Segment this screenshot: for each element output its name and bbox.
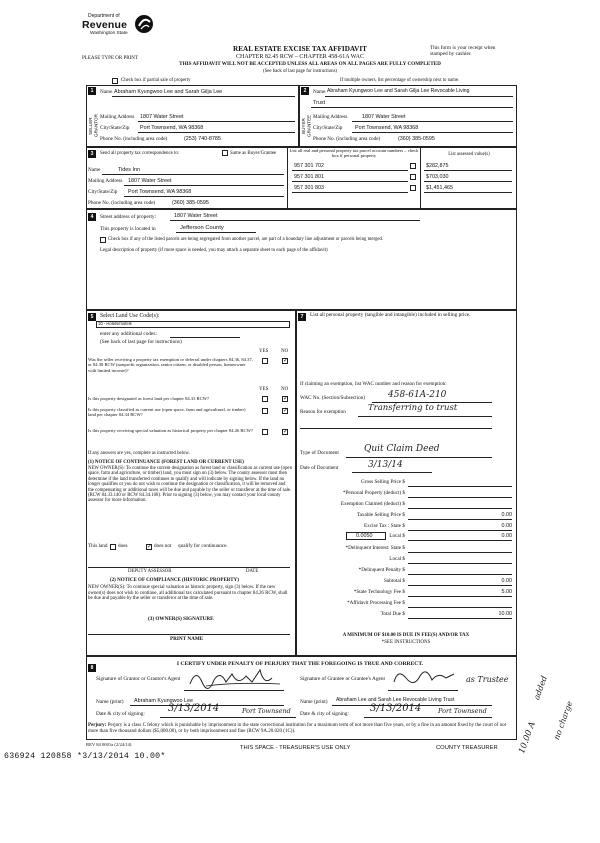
calc-row-label: Subtotal $ [383,578,405,584]
correspondence-address-value[interactable]: 1807 Water Street [128,178,172,184]
same-as-buyer-checkbox[interactable] [222,150,228,156]
legal-description-label: Legal description of property (if more space is needed, you may attach a separate sheet to each page of the affidavit) [100,248,328,253]
revenue-logo [82,14,162,46]
calc-row-label: *Delinquent Interest: State $ [345,545,405,551]
calc-row-label: Excise Tax : State $ [363,523,405,529]
send-correspondence-label: Send all property tax correspondence to: [100,151,180,156]
form-title: REAL ESTATE EXCISE TAX AFFIDAVIT [233,45,367,53]
no-header: NO [281,349,289,354]
see-instructions-note: *SEE INSTRUCTIONS [381,640,431,645]
see-back-note: (See back of last page for instructions) [262,69,338,74]
section-location [86,209,517,310]
wac-label: WAC No. (Section/Subsection) [300,395,365,401]
does-checkbox[interactable] [110,544,116,550]
land-use-see-back: (See back of last page for instructions) [100,339,182,345]
date-label: DATE [246,569,259,574]
section-3-badge: 3 [88,150,96,158]
assessed-value[interactable]: $1,451,465 [426,185,453,191]
buyer-name-label: Name [313,89,326,95]
logo-agency-line3: Washington State [90,31,128,36]
receipt-note: This form is your receipt when stamped by cashier. [430,45,496,58]
section-5-badge: 5 [88,313,96,321]
section-4-badge: 4 [88,213,96,221]
minimum-due-note: A MINIMUM OF $10.00 IS DUE IN FEE(S) AND/OR TAX [342,633,470,638]
treasurer-space-label: THIS SPACE - TREASURER'S USE ONLY [240,745,351,751]
correspondence-name-value[interactable]: Tides Inn [118,167,140,173]
yes-header: YES [259,387,269,392]
located-in-label: This property is located in [100,226,156,232]
segregated-label: Check box if any of the listed parcels are being segregated from another parcel, are part of a boundary line adjustment or parcels being merged. [108,237,384,242]
does-label: does [118,543,128,549]
notice1-title: (1) NOTICE OF CONTINUANCE (FOREST LAND OR CURRENT USE) [88,460,244,465]
current-use-no-checkbox[interactable]: ✓ [283,408,289,414]
seller-side-label: SELLER GRANTOR [88,114,99,138]
assessed-header: List assessed value(s) [448,152,490,157]
reason-label: Reason for exemption [300,409,346,415]
question-exemption: Was the seller receiving a property tax exemption or deferral under chapters 84.36, 84.37, or 84.38 RCW (nonprofit organization, senior citizen, or disabled person, homeowner with limited income)? [88,357,253,373]
this-land-label: This land [88,543,108,549]
grantee-signature[interactable] [390,664,460,690]
seller-name-label: Name [100,89,113,95]
calc-row-label: *Personal Property (deduct) $ [342,490,405,496]
personal-property-checkbox[interactable] [410,163,416,169]
calc-row-label: *State Technology Fee $ [353,589,405,595]
logo-agency-line2: Revenue [82,19,128,31]
buyer-side-label: BUYER GRANTEE [301,114,312,138]
question-historic: Is this property receiving special valuation as historical property per chapter 84.26 RCW? [88,428,253,433]
exemption-no-checkbox[interactable]: ✓ [283,358,289,364]
if-any-note: If any answers are yes, complete as instructed below. [88,451,190,456]
historic-yes-checkbox[interactable] [262,429,268,435]
wac-value[interactable]: 458-61A-210 [388,390,447,400]
document-date-label: Date of Document [300,465,339,471]
calc-row-label: Local $ [389,556,405,562]
parcel-number[interactable]: 957 301 801 [294,174,324,180]
calc-row-label: Local $ [389,533,405,539]
calc-row-value[interactable]: 0.00 [501,578,512,584]
grantee-date-value[interactable]: 3/13/2014 [370,703,422,714]
perjury-text [88,723,516,735]
notice2-body: NEW OWNER(S): To continue special valuation as historic property, sign (3) below. If the new owner(s) does not wish to continue, all additional tax calculated pursuant to chapter 84.26 RCW, shall be due and payable by the seller or transferor at the time of sale. [88,585,288,602]
reason-value[interactable]: Transferring to trust [368,403,458,413]
notice2-title: (2) NOTICE OF COMPLIANCE (HISTORIC PROPERTY) [110,578,239,583]
partial-sale-checkbox[interactable] [112,78,118,84]
calc-row-value[interactable]: 0.00 [501,512,512,518]
grantor-date-label: Date & city of signing: [96,711,145,717]
calc-row-label: *Delinquent Penalty $ [358,567,405,573]
personal-property-checkbox[interactable] [410,174,416,180]
no-header: NO [281,387,289,392]
margin-note-amount: 10.00 A [517,720,538,756]
grantee-name-label: Name (print) [300,699,328,705]
margin-note-no-charge: no charge [552,699,575,742]
partial-sale-label: Check box if partial sale of property [121,78,191,83]
correspondence-address-label: Mailing Address [88,178,123,184]
calc-row-value[interactable]: 10.00 [498,611,512,617]
correspondence-name-label: Name [88,167,101,173]
parcel-number[interactable]: 957 301 803 [294,185,324,191]
grantor-name-label: Name (print) [96,699,124,705]
does-not-checkbox[interactable]: ✓ [147,544,153,550]
calc-row-label: *Affidavit Processing Fee $ [347,600,405,606]
parcel-number[interactable]: 957 301 702 [294,163,324,169]
grantor-city-value[interactable]: Port Townsend [242,707,291,715]
buyer-phone-label: Phone No. (including area code) [313,136,381,142]
seller-name-value[interactable]: Abraham Kyungwoo Lee and Sarah Gilja Lee [114,89,223,95]
calc-row-label: Total Due $ [380,611,405,617]
multiple-owners-note: If multiple owners, list percentage of ownership next to name. [340,78,460,83]
street-address-label: Street address of property: [100,214,157,220]
grantor-signature[interactable] [186,664,286,690]
seller-city-value[interactable]: Port Townsend, WA 98368 [140,125,204,131]
seller-phone-value[interactable]: (253) 740-8785 [184,136,221,142]
section-7-badge: 7 [298,313,306,321]
buyer-phone-value[interactable]: (360) 385-0595 [398,136,435,142]
correspondence-city-label: City/State/Zip [88,189,118,195]
qualify-label: qualify for continuance. [178,543,228,549]
notice1-body: NEW OWNER(S): To continue the current designation as forest land or classification as current use (open space, farm and agriculture, or timber) land, you must sign on (3) below. The county assessor must then determine if the land transferred continues to qualify and will indicate by signing below. If the land no longer qualifies or you do not wish to continue the designation or classification, it will be removed and the compensating or additional taxes will be due and payable by the seller or transferor at the time of sale. (RCW 84.33.140 or RCW 84.34.108). Prior to signing (3) below, you may contact your local county assessor for more information. [88,466,292,504]
county-value[interactable]: Jefferson County [180,225,224,231]
current-use-yes-checkbox[interactable] [262,408,268,414]
revenue-swirl-icon [134,14,154,34]
margin-note-added: added [532,674,549,702]
buyer-address-label: Mailing Address [313,114,348,120]
grantee-signature-label: Signature of Grantee or Grantee's Agent [300,676,385,682]
section-2-badge: 2 [301,87,309,95]
seller-phone-label: Phone No. (including area code) [100,136,168,142]
personal-property-label: List all personal property (tangible and intangible) included in selling price. [310,312,471,318]
yes-header: YES [259,349,269,354]
calc-row-label: Exemption Claimed (deduct) $ [340,501,405,507]
form-revision: REV 84 0001a (2/24/14) [86,742,132,747]
calc-row-label: Gross Selling Price $ [361,479,405,485]
additional-codes-label: enter any additional codes: [100,331,157,337]
document-type-value[interactable]: Quit Claim Deed [364,444,440,454]
document-date-value[interactable]: 3/13/14 [368,460,403,470]
receipt-stamp: 636924 120858 *3/13/2014 10.00* [4,752,166,761]
exemption-label: If claiming an exemption, list WAC number and reason for exemption: [300,381,447,387]
document-type-label: Type of Document [300,450,339,456]
form-subtitle: CHAPTER 82.45 RCW – CHAPTER 458-61A WAC [236,54,364,60]
print-name-label: PRINT NAME [170,636,204,642]
print-note: PLEASE TYPE OR PRINT [82,56,138,61]
grantor-name-value[interactable]: Abraham Kyungwoo Lee [134,698,194,704]
question-forest: Is this property designated as forest land per chapter 84.33 RCW? [88,396,210,401]
correspondence-city-value[interactable]: Port Townsend, WA 98368 [128,189,192,195]
form-warning: THIS AFFIDAVIT WILL NOT BE ACCEPTED UNLESS ALL AREAS ON ALL PAGES ARE FULLY COMPLETED [179,61,441,67]
buyer-city-label: City/State/Zip [313,125,343,131]
forest-yes-checkbox[interactable] [262,396,268,402]
correspondence-phone-value[interactable]: (360) 385-0595 [172,200,209,206]
certify-heading: I CERTIFY UNDER PENALTY OF PERJURY THAT THE FOREGOING IS TRUE AND CORRECT. [176,661,424,667]
forest-no-checkbox[interactable]: ✓ [283,396,289,402]
calc-row-value[interactable]: 0.00 [501,523,512,529]
grantee-name-value[interactable]: Abraham Lee and Sarah Lee Revocable Living Trust [336,697,455,703]
personal-property-checkbox[interactable] [410,185,416,191]
buyer-address-value[interactable]: 1807 Water Street [362,114,406,120]
same-as-buyer-label: Same as Buyer/Grantee [230,151,277,156]
county-treasurer-label: COUNTY TREASURER [436,745,498,751]
owner-signature-label: (3) OWNER(S) SIGNATURE [148,616,214,622]
section-1-badge: 1 [88,87,96,95]
grantee-city-value[interactable]: Port Townsend [438,707,487,715]
buyer-name-line2[interactable]: Trust [313,100,326,106]
perjury-label: Perjury: [88,723,107,728]
seller-address-label: Mailing Address [100,114,135,120]
land-use-code: 10 - Hotels/motels [98,321,132,326]
correspondence-phone-label: Phone No. (including area code) [88,200,156,206]
logo-agency-line1: Department of [88,13,120,19]
question-current-use: Is this property classified as current use (open space, farm and agricultural, or timber) land per chapter 84.34 RCW? [88,407,246,418]
exemption-yes-checkbox[interactable] [262,358,268,364]
grantee-date-label: Date & city of signing: [300,711,349,717]
calc-row-label: Taxable Selling Price $ [356,512,405,518]
calc-row-value[interactable]: 0.00 [501,533,512,539]
street-address-value[interactable]: 1807 Water Street [174,213,218,219]
buyer-name-line1[interactable]: Abraham Kyungwoo Lee and Sarah Gilja Lee Revocable Living [327,88,470,94]
grantor-signature-label: Signature of Grantor or Grantor's Agent [96,676,181,682]
seller-city-label: City/State/Zip [100,125,130,131]
perjury-body: Perjury is a class C felony which is punishable by imprisonment in the state correctional institution for a maximum term of not more than five years, or by a fine in an amount fixed by the court of not more than five thousand dollars ($5,000.00), or by both imprisonment and fine (RCW 9A.20.020 (1C)). [88,723,506,734]
land-use-label: Select Land Use Code(s): [100,313,160,319]
seller-address-value[interactable]: 1807 Water Street [140,114,184,120]
does-not-label: does not [154,543,172,549]
assessed-value[interactable]: $703,030 [426,174,449,180]
local-rate-value: 0.0050 [356,533,373,539]
parcel-header: List all real and personal property tax parcel account numbers – check box if personal property [289,148,419,159]
calc-row-value[interactable]: 5.00 [501,589,512,595]
deputy-assessor-label: DEPUTY ASSESSOR [128,569,172,574]
assessed-value[interactable]: $282,875 [426,163,449,169]
buyer-city-value[interactable]: Port Townsend, WA 98368 [355,125,419,131]
historic-no-checkbox[interactable]: ✓ [283,429,289,435]
margin-note-trustee: as Trustee [466,675,509,684]
segregated-checkbox[interactable] [100,237,106,243]
section-8-badge: 8 [88,664,96,672]
grantor-date-value[interactable]: 3/13/2014 [168,703,220,714]
